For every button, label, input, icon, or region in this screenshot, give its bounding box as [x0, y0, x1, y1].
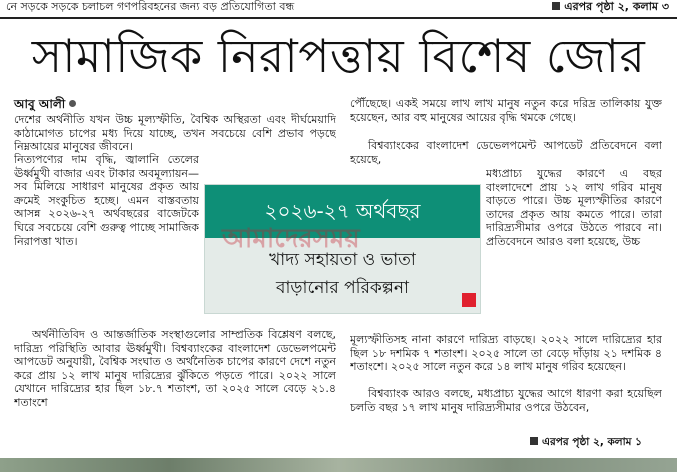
paragraph-intro: দেশের অর্থনীতি যখন উচ্চ মূল্যস্ফীতি, বৈশ্বিক অস্থিরতা এবং দীর্ঘমেয়াদি কাঠামোগত চাপের মধ্য দিয়ে যাচ্ছে, তখন সবচেয়ে বেশি প্রভাব পড়ছে নিম্নআয়ের মানুষের জীবনে।: [14, 113, 336, 154]
paragraph-right-4: মূল্যস্ফীতিসহ নানা কারণে দারিদ্র্য বাড়ছে। ২০২২ সালে দারিদ্র্যের হার ছিল ১৮ দশমিক ৭ শতাংশ। ২০২৫ সালে তা বেড়ে দাঁড়ায় ২১ দশমিক ৪ শতাংশে। ২০২৫ সালে নতুন করে ১৪ লাখ মানুষ গরিব হয়েছেন।: [350, 333, 662, 374]
continuation-ref: [530, 436, 642, 449]
paragraph-right-1: পৌঁছেছে। একই সময়ে লাখ লাখ মানুষ নতুন করে দরিদ্র তালিকায় যুক্ত হয়েছেন, আর বহু মানুষের আয়ের বৃদ্ধি থমকে গেছে।: [350, 97, 662, 124]
bullet-square-icon: [530, 437, 538, 445]
top-strip-ref: [552, 0, 669, 14]
highlight-line-2: বাড়ানোর পরিকল্পনা: [276, 278, 409, 298]
paragraph-intro-continued: নিত্যপণ্যের দাম বৃদ্ধি, জ্বালানি তেলের ঊর্ধ্বমুখী বাজার এবং টাকার অবমূল্যায়ন— সব মিলিয়ে সাধারণ মানুষের প্রকৃত আয় ক্রমেই সংকুচিত হচ্ছে। এমন বাস্তবতায় আসন্ন ২০২৬-২৭ অর্থবছরের বাজেটকে ঘিরে সবচেয়ে বেশি গুরুত্ব পাচ্ছে সামাজিক নিরাপত্তা খাত।: [14, 153, 199, 248]
paragraph-right-5: বিশ্বব্যাংক আরও বলছে, মধ্যপ্রাচ্য যুদ্ধের আগে ধারণা করা হয়েছিল চলতি বছর ১৭ লাখ মানুষ দারিদ্র্যসীমার ওপরে উঠবেন,: [350, 387, 662, 414]
red-square-icon: [462, 293, 476, 307]
headline: সামাজিক নিরাপত্তায় বিশেষ জোর: [31, 29, 646, 83]
author-name: আবু আলী: [14, 97, 66, 111]
byline-dot-icon: [69, 100, 76, 107]
highlight-year: ২০২৬-২৭ অর্থবছর: [205, 185, 480, 238]
paragraph-right-3: মধ্যপ্রাচ্য যুদ্ধের কারণে এ বছর বাংলাদেশে প্রায় ১২ লাখ গরিব মানুষ বাড়তে পারে। উচ্চ মূল্যস্ফীতির কারণে তাদের প্রকৃত আয় কমতে পারে। তারা দারিদ্র্যসীমার ওপরে উঠতে পারবে না। প্রতিবেদনে আরও বলা হয়েছে, উচ্চ: [486, 167, 662, 248]
top-rule: [0, 17, 677, 19]
top-news-strip: [0, 0, 677, 16]
top-strip-ref-label: এরপর পৃষ্ঠা ২, কলাম ৩: [564, 0, 669, 13]
continuation-ref-label: এরপর পৃষ্ঠা ২, কলাম ১: [542, 436, 642, 448]
bullet-square-icon: [552, 2, 560, 10]
byline: [14, 97, 76, 111]
top-strip-text: নে সড়কে সড়কে চলাচল গণপরিবহনের জন্য বড় প্রতিযোগিতা বন্ধ: [6, 0, 295, 13]
paragraph-analysis: অর্থনীতিবিদ ও আন্তর্জাতিক সংস্থাগুলোর সাম্প্রতিক বিশ্লেষণ বলছে, দারিদ্র্য পরিস্থিতি আবার ঊর্ধ্বমুখী। বিশ্বব্যাংকের বাংলাদেশ ডেভেলপমেন্ট আপডেট অনুযায়ী, বৈশ্বিক সংঘাত ও অর্থনৈতিক চাপের কারণে দেশে নতুন করে প্রায় ১২ লাখ মানুষ দারিদ্র্যের ঝুঁকিতে পড়তে পারে। ২০২২ সালে যেখানে দারিদ্র্যের হার ছিল ১৮.৭ শতাংশ, তা ২০২৫ সালে বেড়ে ২১.৪ শতাংশে: [14, 328, 336, 409]
bottom-photo: [0, 458, 677, 472]
highlight-line-1: খাদ্য সহায়তা ও ভাতা: [269, 250, 416, 270]
watermark-logo: আমাদেরসময়: [222, 224, 360, 254]
paragraph-right-2: বিশ্বব্যাংকের বাংলাদেশ ডেভেলপমেন্ট আপডেট প্রতিবেদনে বলা হয়েছে,: [350, 139, 662, 166]
